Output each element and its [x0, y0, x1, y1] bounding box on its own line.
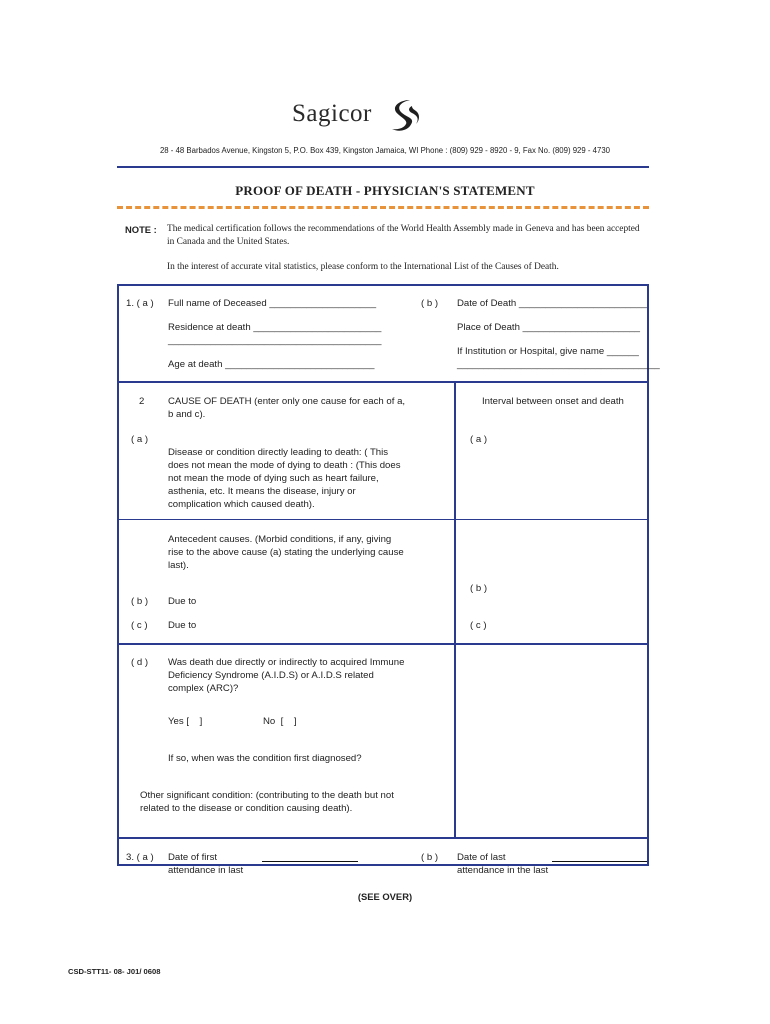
cause-a-label: ( a ) [131, 434, 149, 445]
other-condition-1: Other significant condition: (contributing to the death but not [140, 790, 394, 801]
cause-a-text-5: complication which caused death). [168, 499, 315, 510]
place-of-death-field[interactable]: Place of Death ______________________ [457, 322, 640, 333]
section1-b-label: ( b ) [421, 298, 439, 309]
last-attendance-label-2: attendance in the last [457, 865, 549, 876]
cause-a-text-3: not mean the mode of dying such as heart failure, [168, 473, 379, 484]
first-attendance-label-1: Date of first [168, 852, 218, 863]
antecedent-text-1: Antecedent causes. (Morbid conditions, if any, giving [168, 534, 392, 545]
interval-b-label: ( b ) [470, 583, 488, 594]
interval-c-label: ( c ) [470, 620, 487, 631]
note-line-1: The medical certification follows the recommendations of the World Health Assembly made in Geneva and has been accepted [167, 224, 640, 234]
cause-c-text[interactable]: Due to [168, 620, 197, 631]
aids-question-2: Deficiency Syndrome (A.I.D.S) or A.I.D.S related [168, 670, 374, 681]
institution-field-line2[interactable]: ______________________________________ [457, 359, 660, 370]
last-attendance-label-1: Date of last [457, 852, 506, 863]
form-left-border [117, 284, 119, 866]
residence-field[interactable]: Residence at death ________________________ [168, 322, 382, 333]
page-title: PROOF OF DEATH - PHYSICIAN'S STATEMENT [235, 183, 535, 198]
age-field[interactable]: Age at death ____________________________ [168, 359, 375, 370]
form-code: CSD-STT11- 08- J01/ 0608 [68, 967, 161, 976]
note-line-2: in Canada and the United States. [167, 237, 290, 247]
note-label: NOTE : [125, 224, 157, 235]
section2-column-divider [454, 381, 456, 837]
section2-divider [117, 837, 649, 839]
cause-c-divider [117, 643, 649, 645]
section3-number: 3. ( a ) [126, 852, 154, 863]
section2-number: 2 [139, 396, 145, 407]
antecedent-text-2: rise to the above cause (a) stating the underlying cause [168, 547, 404, 558]
cause-b-text[interactable]: Due to [168, 596, 197, 607]
first-attendance-input[interactable] [262, 861, 358, 862]
company-logo-text: Sagicor [292, 100, 372, 127]
residence-field-line2[interactable]: ________________________________________ [168, 335, 382, 346]
antecedent-text-3: last). [168, 560, 189, 571]
date-of-death-field[interactable]: Date of Death ________________________ [457, 298, 647, 309]
cause-d-label: ( d ) [131, 657, 149, 668]
cause-a-divider [117, 519, 649, 520]
sagicor-s-logo-icon [386, 96, 426, 136]
cause-a-text-1: Disease or condition directly leading to death: ( This [168, 447, 389, 458]
note-line-3: In the interest of accurate vital statistics, please conform to the International List of the Causes of Death. [167, 262, 559, 272]
cause-a-text-4: asthenia, etc. It means the disease, injury or [168, 486, 356, 497]
cause-b-label: ( b ) [131, 596, 149, 607]
full-name-field[interactable]: Full name of Deceased ____________________ [168, 298, 377, 309]
cause-heading-1: CAUSE OF DEATH (enter only one cause for each of a, [168, 396, 406, 407]
section1-number: 1. ( a ) [126, 298, 154, 309]
section3-b-label: ( b ) [421, 852, 439, 863]
cause-heading-2: b and c). [168, 409, 206, 420]
cause-c-label: ( c ) [131, 620, 148, 631]
see-over-note: (SEE OVER) [357, 891, 413, 902]
aids-yes-checkbox[interactable]: Yes [ ] [168, 716, 203, 727]
first-attendance-label-2: attendance in last [168, 865, 244, 876]
header-divider [117, 166, 649, 168]
cause-a-text-2: does not mean the mode of dying to death : (This does [168, 460, 401, 471]
form-top-border [117, 284, 649, 286]
institution-field[interactable]: If Institution or Hospital, give name ______ [457, 346, 639, 357]
form-right-border [647, 284, 649, 866]
aids-question-3: complex (ARC)? [168, 683, 239, 694]
interval-a-label: ( a ) [470, 434, 488, 445]
title-underline-dashed [117, 206, 649, 209]
company-address: 28 - 48 Barbados Avenue, Kingston 5, P.O. Box 439, Kingston Jamaica, WI Phone : (809) 929 - 8920 - 9, Fax No. (809) 929 - 4730 [159, 146, 611, 155]
other-condition-2: related to the disease or condition causing death). [140, 803, 353, 814]
aids-question-1: Was death due directly or indirectly to acquired Immune [168, 657, 405, 668]
if-so-diagnosed: If so, when was the condition first diagnosed? [168, 753, 362, 764]
aids-no-checkbox[interactable]: No [ ] [263, 716, 297, 727]
last-attendance-input[interactable] [552, 861, 647, 862]
interval-heading: Interval between onset and death [482, 396, 624, 407]
section1-divider [117, 381, 649, 383]
